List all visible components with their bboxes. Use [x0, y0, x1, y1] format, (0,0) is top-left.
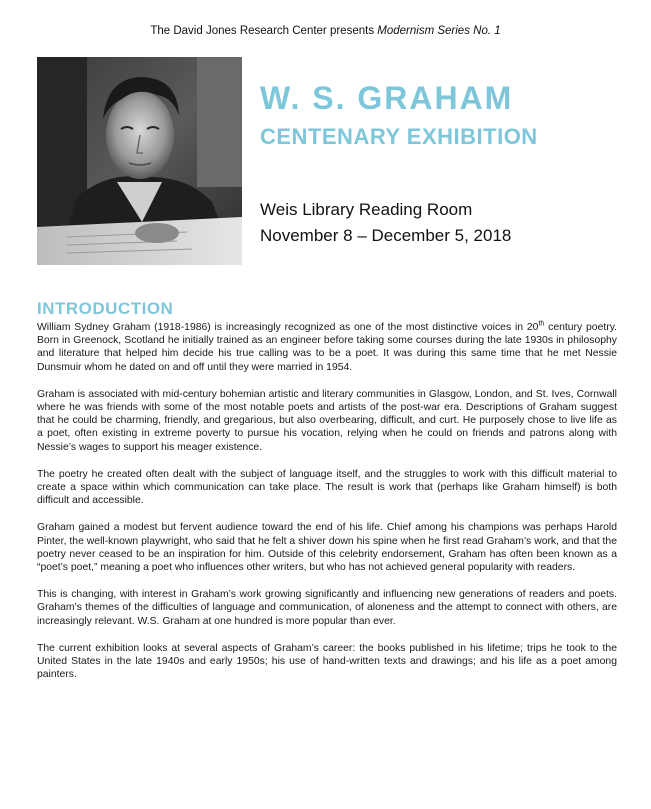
intro-paragraph: Graham gained a modest but fervent audience toward the end of his life. Chief among his champions was perhaps Harold Pinter, the well-known playwright, who said that he felt a shiver down his spine when he first read Graham’s work, and that the poetry never ceased to be an inspiration for him. Outside of this celebrity endorsement, Graham has often been known as a “poet’s poet,” meaning a poet who influences other writers, but who has not achieved general popularity with readers.: [37, 522, 617, 574]
exhibition-subtitle: CENTENARY EXHIBITION: [260, 124, 538, 149]
intro-paragraph: Graham is associated with mid-century bohemian artistic and literary communities in Glasgow, London, and St. Ives, Cornwall where he was friends with some of the most notable poets and artists of the post-war era. Descriptions of Graham suggest that he could be charming, friendly, and gregarious, but also overbearing, difficult, and curt. He purposely chose to live life as a poet, often existing in extreme poverty to pursue his vocation, relying when he could on friends and patrons along with Nessie’s wages to support his meager existence.: [37, 388, 617, 453]
venue-location: Weis Library Reading Room: [260, 200, 473, 219]
venue-info: [260, 197, 511, 249]
venue-dates: November 8 – December 5, 2018: [260, 226, 512, 245]
presenter-text: The David Jones Research Center presents: [150, 25, 375, 37]
intro-paragraph: The poetry he created often dealt with the subject of language itself, and the struggles to work with this difficult material to create a space within which communication can take place. The result is work that (perhaps like Graham himself) is both difficult and accessible.: [37, 468, 617, 507]
series-text: Modernism Series No. 1: [377, 25, 501, 37]
exhibition-title-block: [260, 78, 538, 150]
introduction-heading: INTRODUCTION: [37, 299, 174, 318]
series-header: [0, 24, 651, 38]
portrait-photo: [37, 57, 242, 265]
intro-paragraph: The current exhibition looks at several aspects of Graham’s career: the books published in his lifetime; trips he took to the United States in the late 1940s and early 1950s; his use of hand-written texts and drawings; and his life as a poet among painters.: [37, 642, 617, 681]
intro-paragraph: This is changing, with interest in Graham’s work growing significantly and influencing new generations of readers and poets. Graham’s themes of the difficulties of language and communication, of aloneness and the attempt to connect with others, are increasingly relevant. W.S. Graham at one hundred is more popular than ever.: [37, 589, 617, 627]
intro-paragraph: William Sydney Graham (1918-1986) is increasingly recognized as one of the most distinctive voices in 20th century poetry. Born in Greenock, Scotland he initially trained as an engineer before taking some courses during the late 1930s in philosophy and literature that helped him decide his true calling was to be a poet. It was during this same time that he met Nessie Dunsmuir whom he dated on and off until they were married in 1954.: [37, 320, 618, 373]
introduction-body: [37, 321, 617, 695]
exhibition-title: W. S. GRAHAM: [260, 80, 514, 116]
